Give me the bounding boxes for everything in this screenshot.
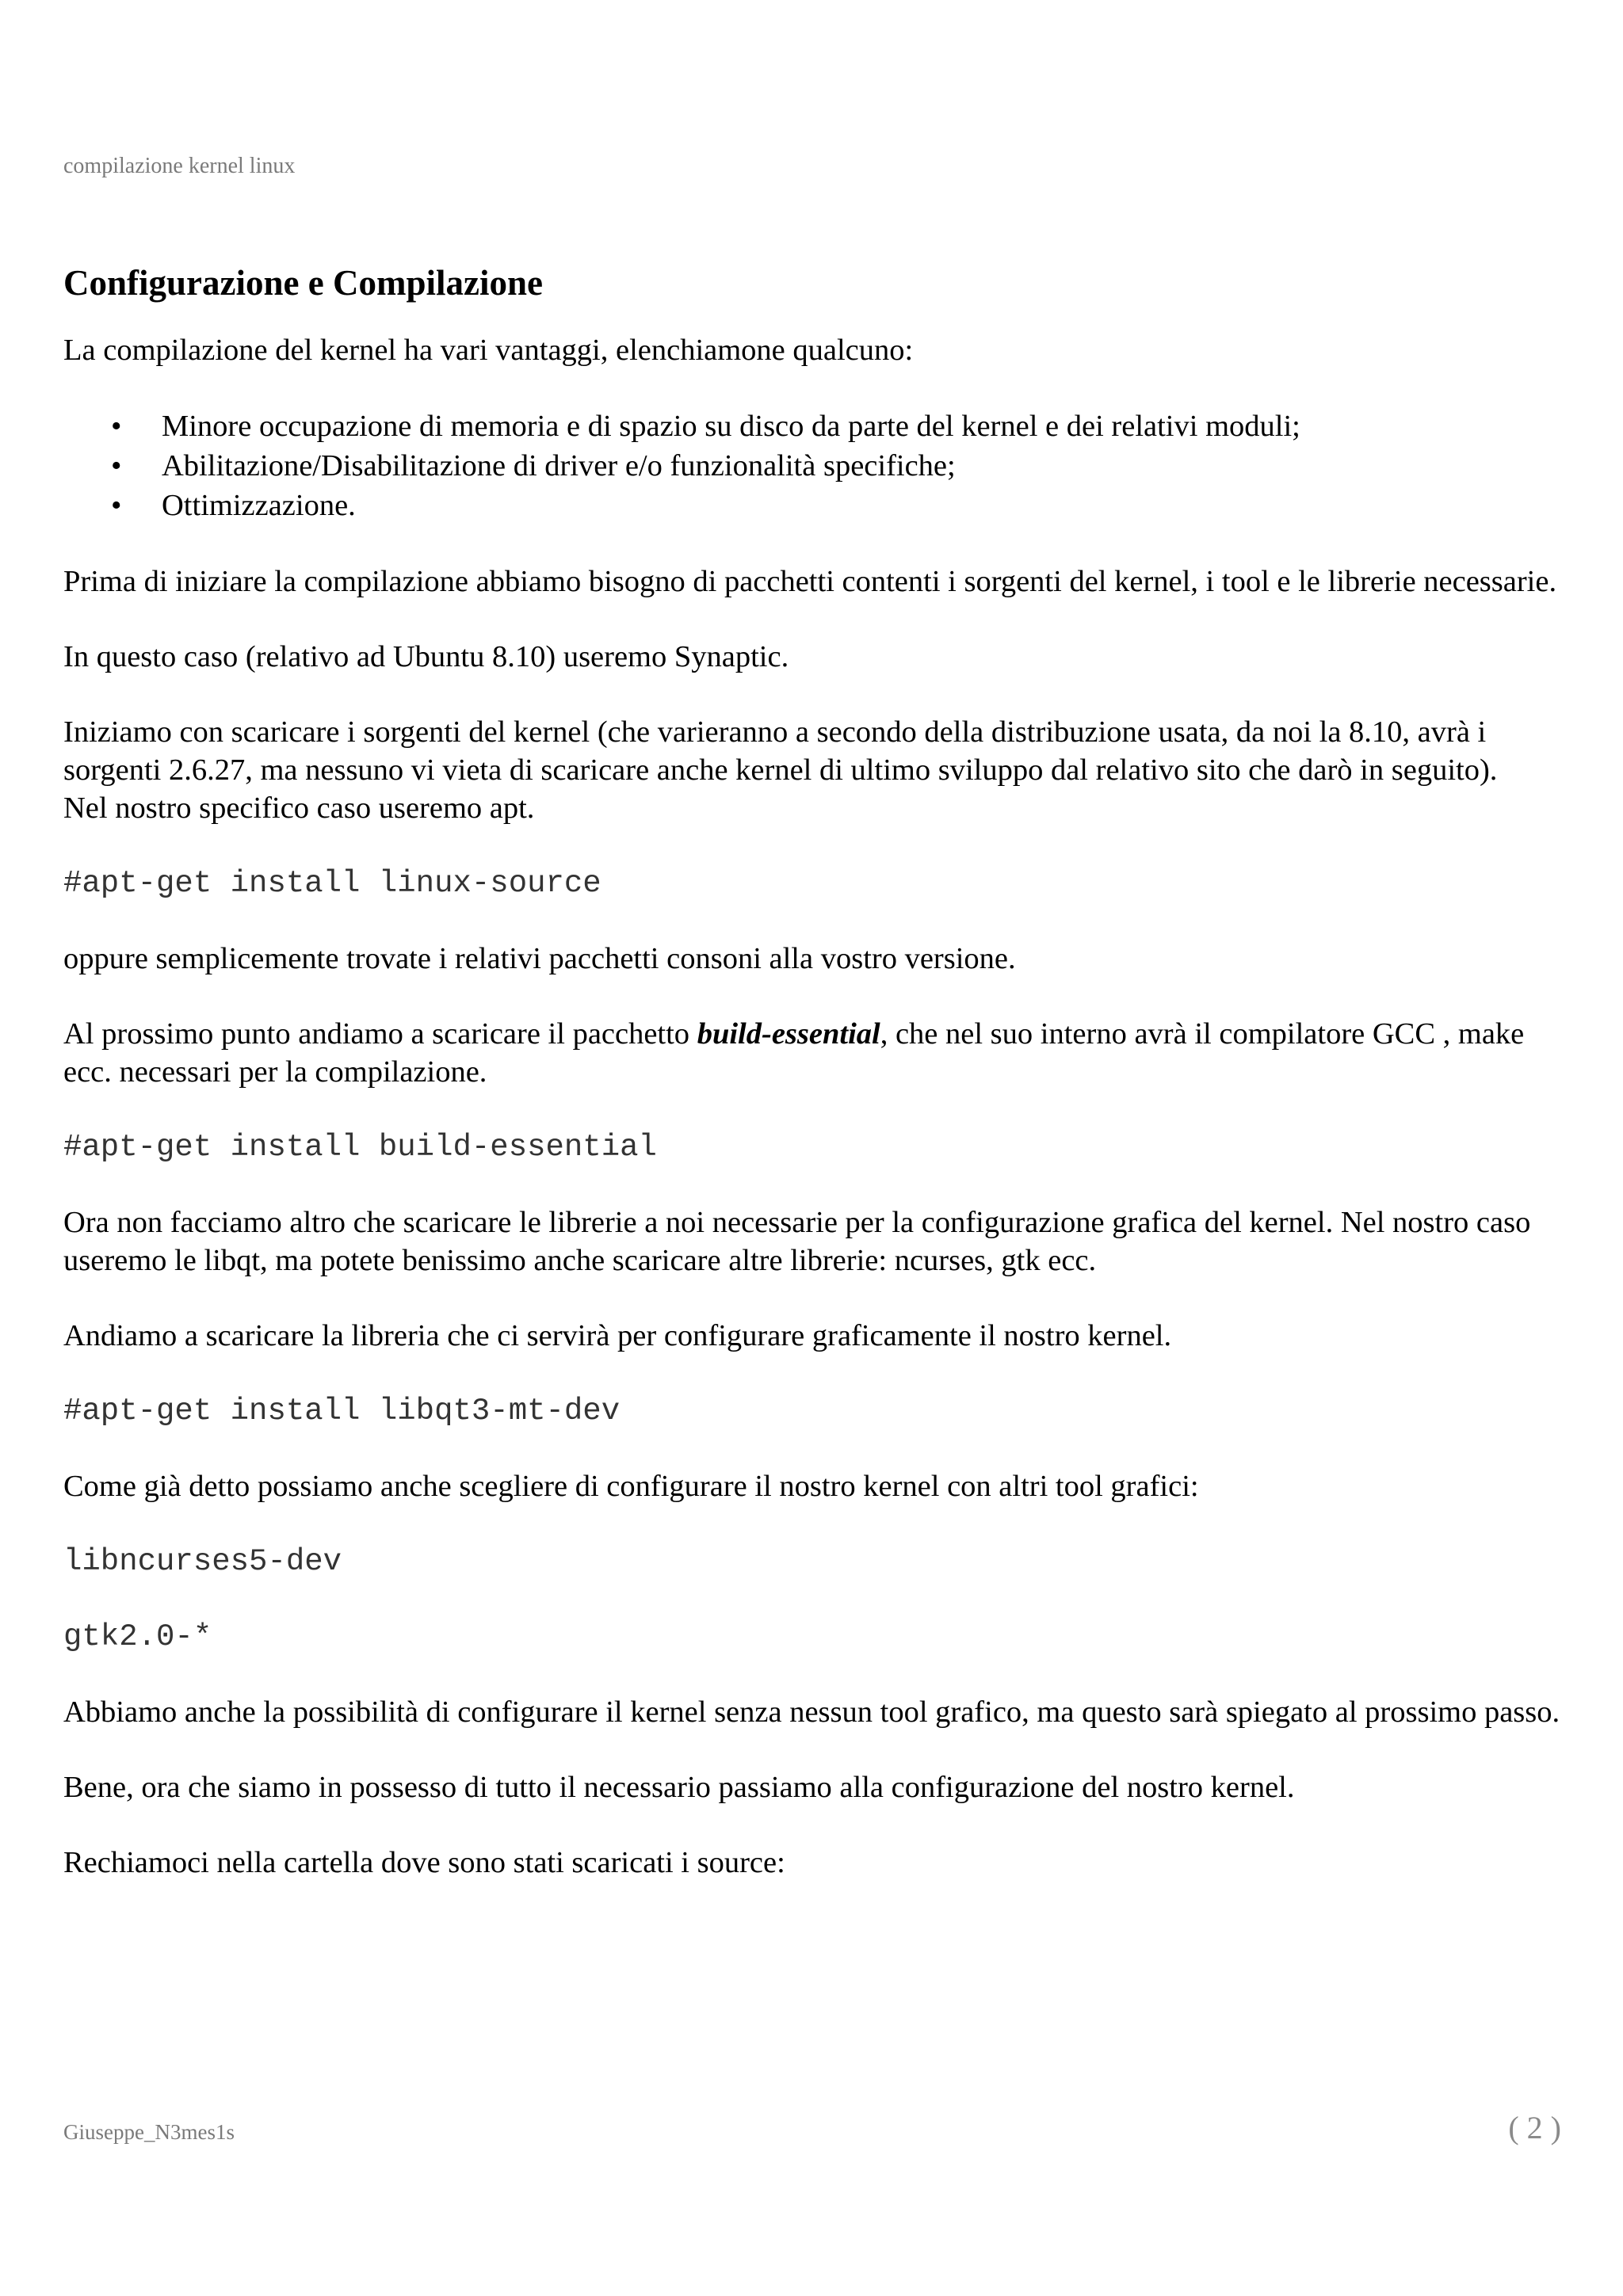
intro-paragraph: La compilazione del kernel ha vari vantaggi, elenchiamone qualcuno: [63, 334, 914, 367]
list-item-text: Abilitazione/Disabilitazione di driver e/o funzionalità specifiche; [162, 449, 956, 482]
list-item-text: Ottimizzazione. [162, 489, 356, 522]
tool-gtk: gtk2.0-* [63, 1619, 212, 1654]
tool-ncurses: libncurses5-dev [63, 1544, 342, 1579]
build-text-before: Al prossimo punto andiamo a scaricare il pacchetto [63, 1017, 697, 1051]
list-item [63, 446, 1569, 486]
gui-library-paragraph: Andiamo a scaricare la libreria che ci servirà per configurare graficamente il nostro kernel. [63, 1319, 1172, 1352]
build-essential-paragraph [63, 1015, 1569, 1091]
bullet-icon: • [111, 489, 122, 522]
build-text-after: , che nel suo interno avrà il compilatore GCC , make ecc. necessari per la compilazione. [63, 1017, 1525, 1089]
page-number: ( 2 ) [1508, 2110, 1561, 2145]
build-essential-emphasis: build-essential [697, 1017, 880, 1051]
folder-paragraph: Rechiamoci nella cartella dove sono stati scaricati i source: [63, 1846, 785, 1879]
prerequisites-paragraph: Prima di iniziare la compilazione abbiamo bisogno di pacchetti contenti i sorgenti del kernel, i tool e le librerie necessarie. [63, 565, 1557, 598]
footer-author: Giuseppe_N3mes1s [63, 2120, 235, 2144]
list-item [63, 406, 1569, 446]
other-tools-paragraph: Come già detto possiamo anche scegliere di configurare il nostro kernel con altri tool grafici: [63, 1470, 1199, 1503]
ready-paragraph: Bene, ora che siamo in possesso di tutto il necessario passiamo alla configurazione del nostro kernel. [63, 1771, 1295, 1804]
list-item [63, 486, 1569, 525]
command-linux-source: #apt-get install linux-source [63, 866, 601, 901]
bullet-icon: • [111, 449, 122, 482]
libraries-paragraph: Ora non facciamo altro che scaricare le librerie a noi necessarie per la configurazione grafica del kernel. Nel nostro caso useremo le libqt, ma potete benissimo anche scaricare altre librerie: ncurses, gtk ecc. [63, 1206, 1531, 1277]
apt-paragraph: Nel nostro specifico caso useremo apt. [63, 791, 535, 825]
sources-paragraph: Iniziamo con scaricare i sorgenti del kernel (che varieranno a secondo della distribuzione usata, da noi la 8.10, avrà i sorgenti 2.6.27, ma nessuno vi vieta di scaricare anche kernel di ultimo sviluppo dal relativo sito che darò in seguito). [63, 715, 1498, 787]
no-gui-paragraph: Abbiamo anche la possibilità di configurare il kernel senza nessun tool grafico, ma questo sarà spiegato al prossimo passo. [63, 1695, 1560, 1729]
alt-packages-paragraph: oppure semplicemente trovate i relativi pacchetti consoni alla vostro versione. [63, 942, 1016, 975]
command-build-essential: #apt-get install build-essential [63, 1130, 657, 1165]
section-title: Configurazione e Compilazione [63, 263, 543, 303]
list-item-text: Minore occupazione di memoria e di spazio su disco da parte del kernel e dei relativi moduli; [162, 410, 1300, 443]
advantages-list [63, 406, 1569, 525]
page-content [63, 261, 1569, 1919]
running-header: compilazione kernel linux [63, 154, 296, 178]
ubuntu-paragraph: In questo caso (relativo ad Ubuntu 8.10) useremo Synaptic. [63, 640, 789, 673]
command-libqt: #apt-get install libqt3-mt-dev [63, 1394, 621, 1428]
bullet-icon: • [111, 410, 122, 443]
